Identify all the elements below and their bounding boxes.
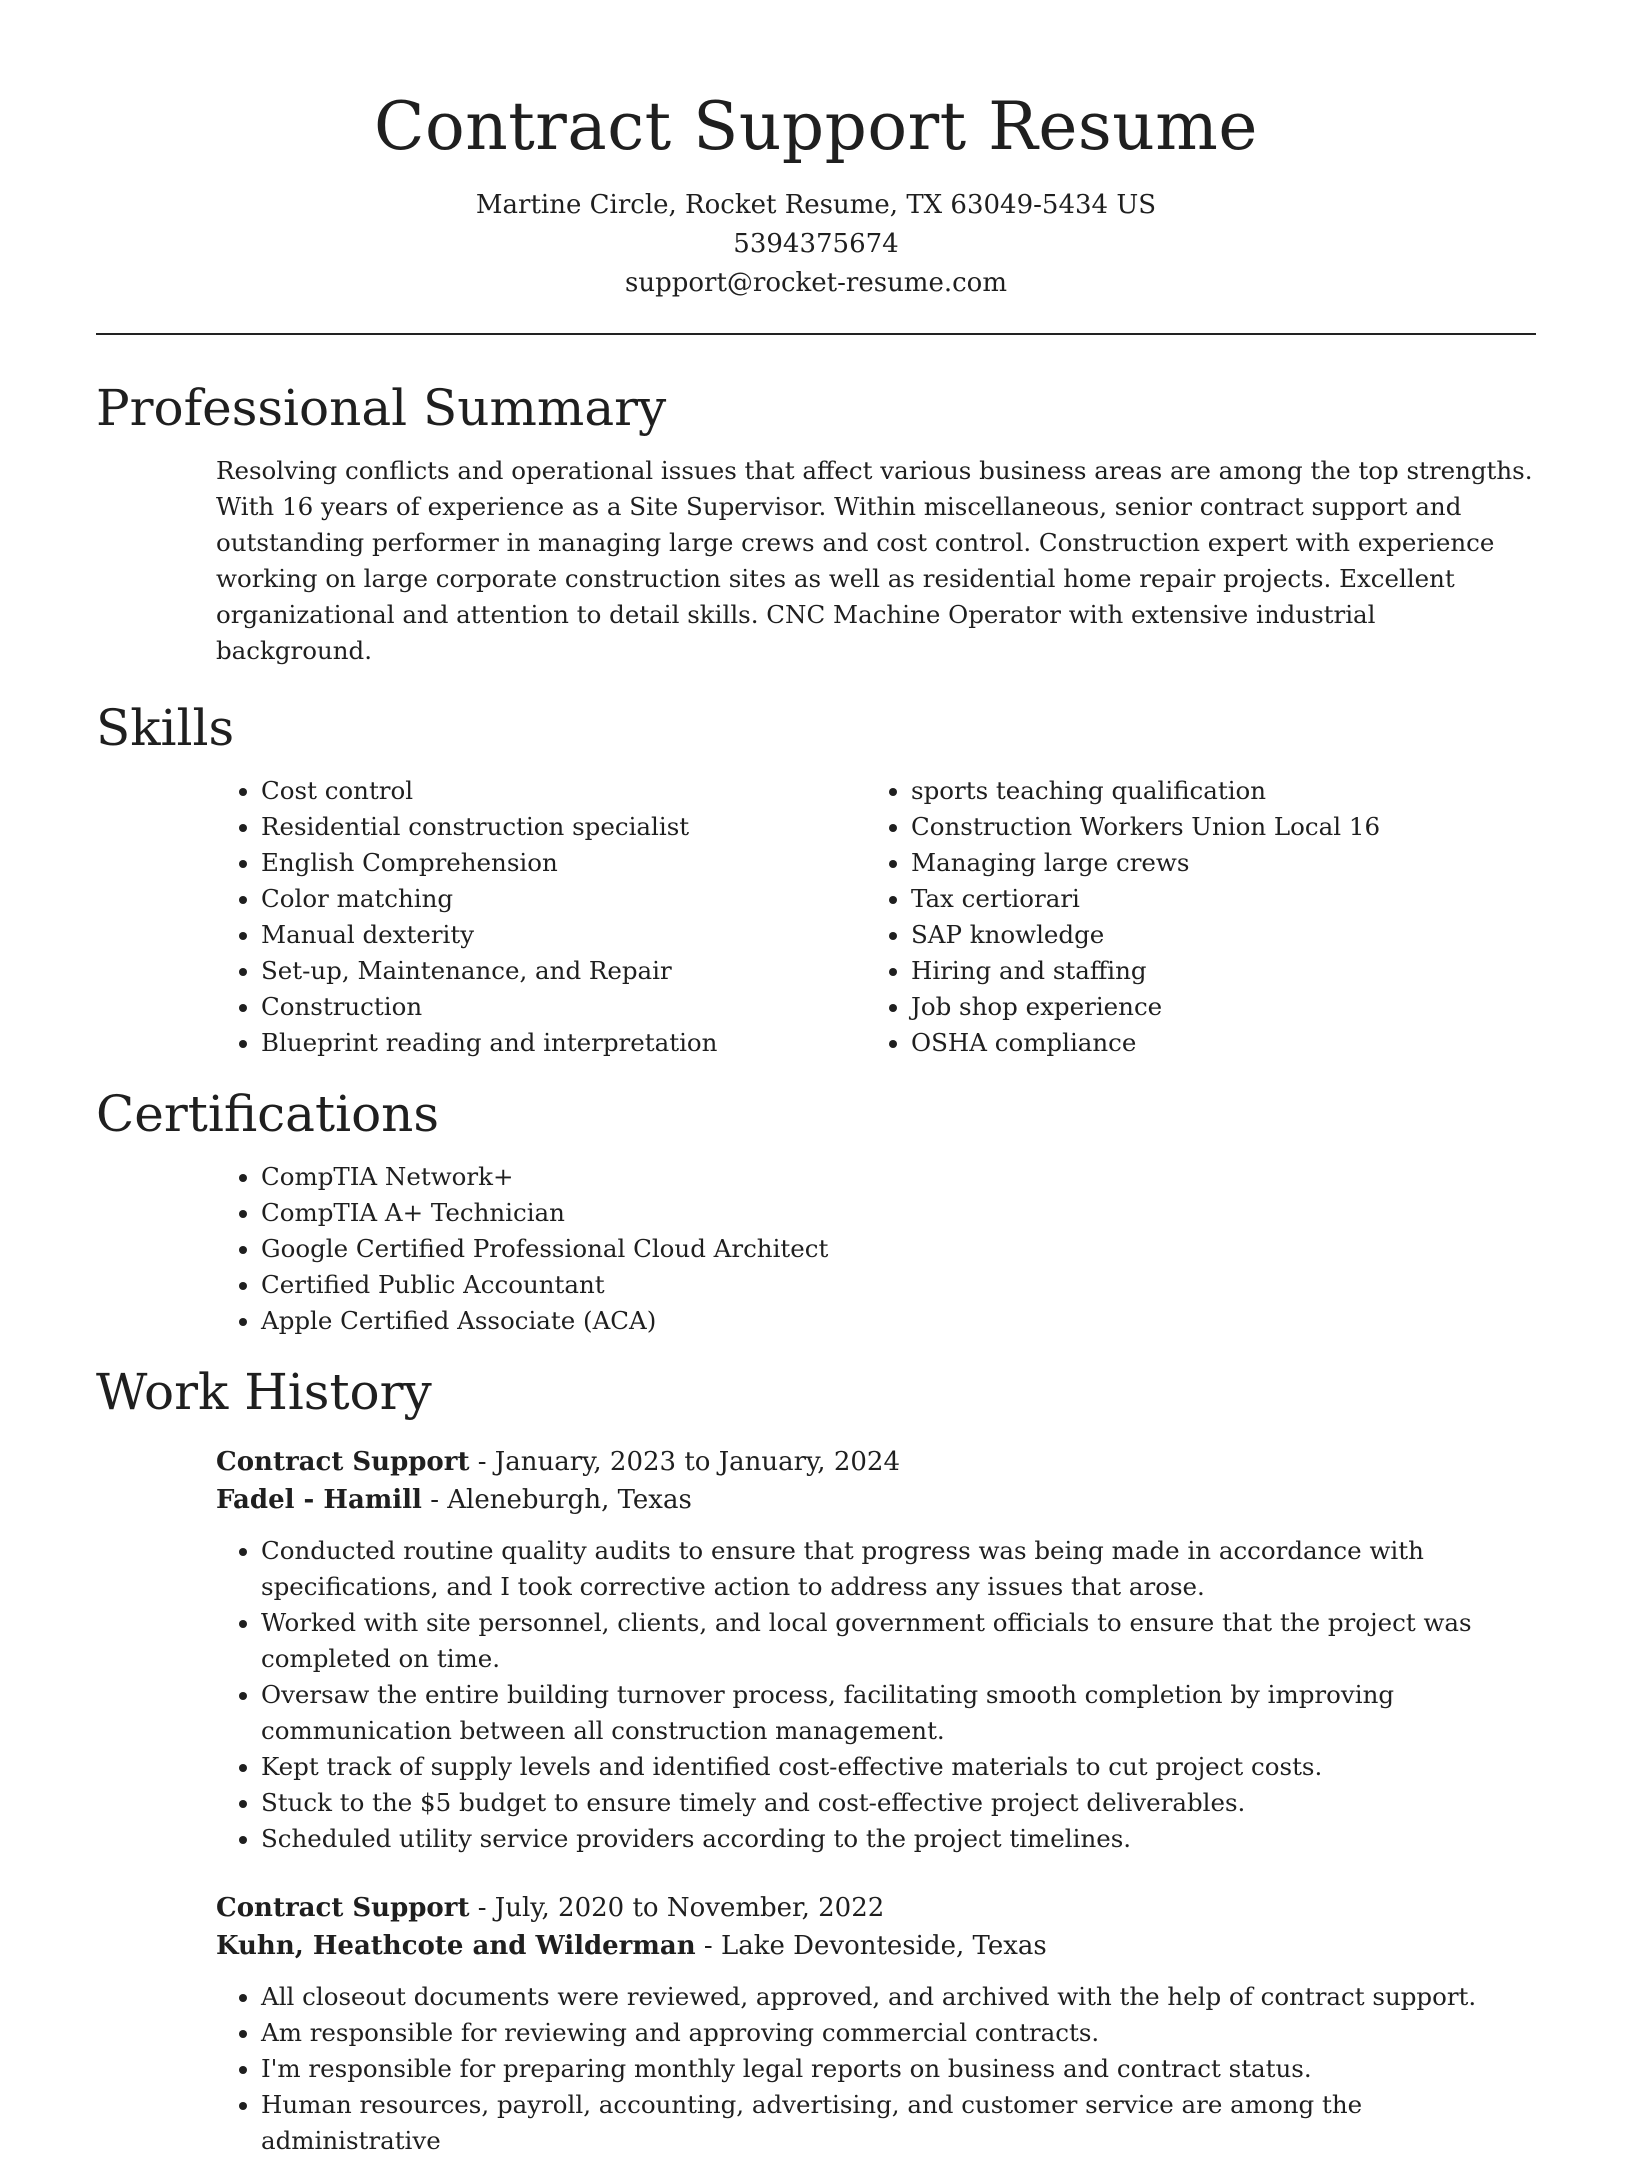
job-bullets <box>216 1979 1536 2159</box>
certification-item: • Certified Public Accountant <box>261 1267 1536 1303</box>
job-company-line <box>216 1481 1536 1519</box>
job-bullet: • All closeout documents were reviewed, approved, and archived with the help of contract support. <box>261 1979 1536 2015</box>
job-bullet: • I'm responsible for preparing monthly legal reports on business and contract status. <box>261 2051 1536 2087</box>
job-bullet: • Worked with site personnel, clients, and local government officials to ensure that the project was completed on time. <box>261 1605 1536 1677</box>
contact-address: Martine Circle, Rocket Resume, TX 63049-5434 US <box>475 190 1157 220</box>
certification-item: • CompTIA Network+ <box>261 1159 1536 1195</box>
certifications-list <box>216 1159 1536 1339</box>
job-dates: - January, 2023 to January, 2024 <box>469 1447 900 1477</box>
job-title-line <box>216 1889 1536 1927</box>
certification-item: • Google Certified Professional Cloud Architect <box>261 1231 1536 1267</box>
contact-info <box>96 186 1536 303</box>
skill-item: • Hiring and staffing <box>911 953 1516 989</box>
summary-text: Resolving conflicts and operational issues that affect various business areas are among the top strengths. With 16 years of experience as a Site Supervisor. Within miscellaneous, senior contract support and outstanding performer in managing large crews and cost control. Construction expert with experience working on large corporate construction sites as well as residential home repair projects. Excellent organizational and attention to detail skills. CNC Machine Operator with extensive industrial background. <box>216 456 1533 665</box>
skill-item: • OSHA compliance <box>911 1025 1516 1061</box>
skill-item: • Color matching <box>261 881 866 917</box>
job-title-line <box>216 1443 1536 1481</box>
job-location: - Lake Devonteside, Texas <box>695 1931 1047 1961</box>
certification-item: • CompTIA A+ Technician <box>261 1195 1536 1231</box>
skill-item: • Set-up, Maintenance, and Repair <box>261 953 866 989</box>
skill-item: • Manual dexterity <box>261 917 866 953</box>
skill-item: • English Comprehension <box>261 845 866 881</box>
resume-title: Contract Support Resume <box>374 88 1258 165</box>
job-bullet: • Scheduled utility service providers according to the project timelines. <box>261 1821 1536 1857</box>
certifications-items <box>216 1159 1536 1339</box>
summary-heading: Professional Summary <box>96 379 667 437</box>
skills-list <box>216 773 1536 1061</box>
job-entry <box>216 1443 1536 1857</box>
job-title: Contract Support <box>216 1447 470 1477</box>
resume-page <box>96 0 1536 2159</box>
job-dates: - July, 2020 to November, 2022 <box>469 1893 885 1923</box>
skill-item: • Residential construction specialist <box>261 809 866 845</box>
work-history-heading: Work History <box>96 1363 432 1421</box>
job-bullet: • Oversaw the entire building turnover process, facilitating smooth completion by improving communication between all construction management. <box>261 1677 1536 1749</box>
job-title: Contract Support <box>216 1893 470 1923</box>
job-bullet: • Kept track of supply levels and identified cost-effective materials to cut project costs. <box>261 1749 1536 1785</box>
job-bullet: • Conducted routine quality audits to ensure that progress was being made in accordance with specifications, and I took corrective action to address any issues that arose. <box>261 1533 1536 1605</box>
skill-item: • Construction <box>261 989 866 1025</box>
job-bullet: • Am responsible for reviewing and approving commercial contracts. <box>261 2015 1536 2051</box>
skill-item: • Managing large crews <box>911 845 1516 881</box>
job-bullet: • Stuck to the $5 budget to ensure timely and cost-effective project deliverables. <box>261 1785 1536 1821</box>
job-bullet: • Human resources, payroll, accounting, advertising, and customer service are among the administrative <box>261 2087 1536 2159</box>
certification-item: • Apple Certified Associate (ACA) <box>261 1303 1536 1339</box>
skill-item: • SAP knowledge <box>911 917 1516 953</box>
contact-phone: 5394375674 <box>733 229 899 259</box>
skills-column-left <box>216 773 866 1061</box>
skill-item: • Cost control <box>261 773 866 809</box>
header-divider <box>96 333 1536 335</box>
skills-column-right <box>866 773 1516 1061</box>
certifications-heading: Certifications <box>96 1085 440 1143</box>
job-bullets <box>216 1533 1536 1857</box>
job-entry <box>216 1889 1536 2159</box>
skill-item: • Construction Workers Union Local 16 <box>911 809 1516 845</box>
job-location: - Aleneburgh, Texas <box>421 1485 692 1515</box>
skills-heading: Skills <box>96 699 235 757</box>
skill-item: • Job shop experience <box>911 989 1516 1025</box>
skill-item: • Tax certiorari <box>911 881 1516 917</box>
resume-header <box>96 0 1536 303</box>
job-company: Kuhn, Heathcote and Wilderman <box>216 1931 696 1961</box>
skill-item: • Blueprint reading and interpretation <box>261 1025 866 1061</box>
skill-item: • sports teaching qualification <box>911 773 1516 809</box>
job-company-line <box>216 1927 1536 1965</box>
contact-email: support@rocket-resume.com <box>624 268 1007 298</box>
job-company: Fadel - Hamill <box>216 1485 422 1515</box>
